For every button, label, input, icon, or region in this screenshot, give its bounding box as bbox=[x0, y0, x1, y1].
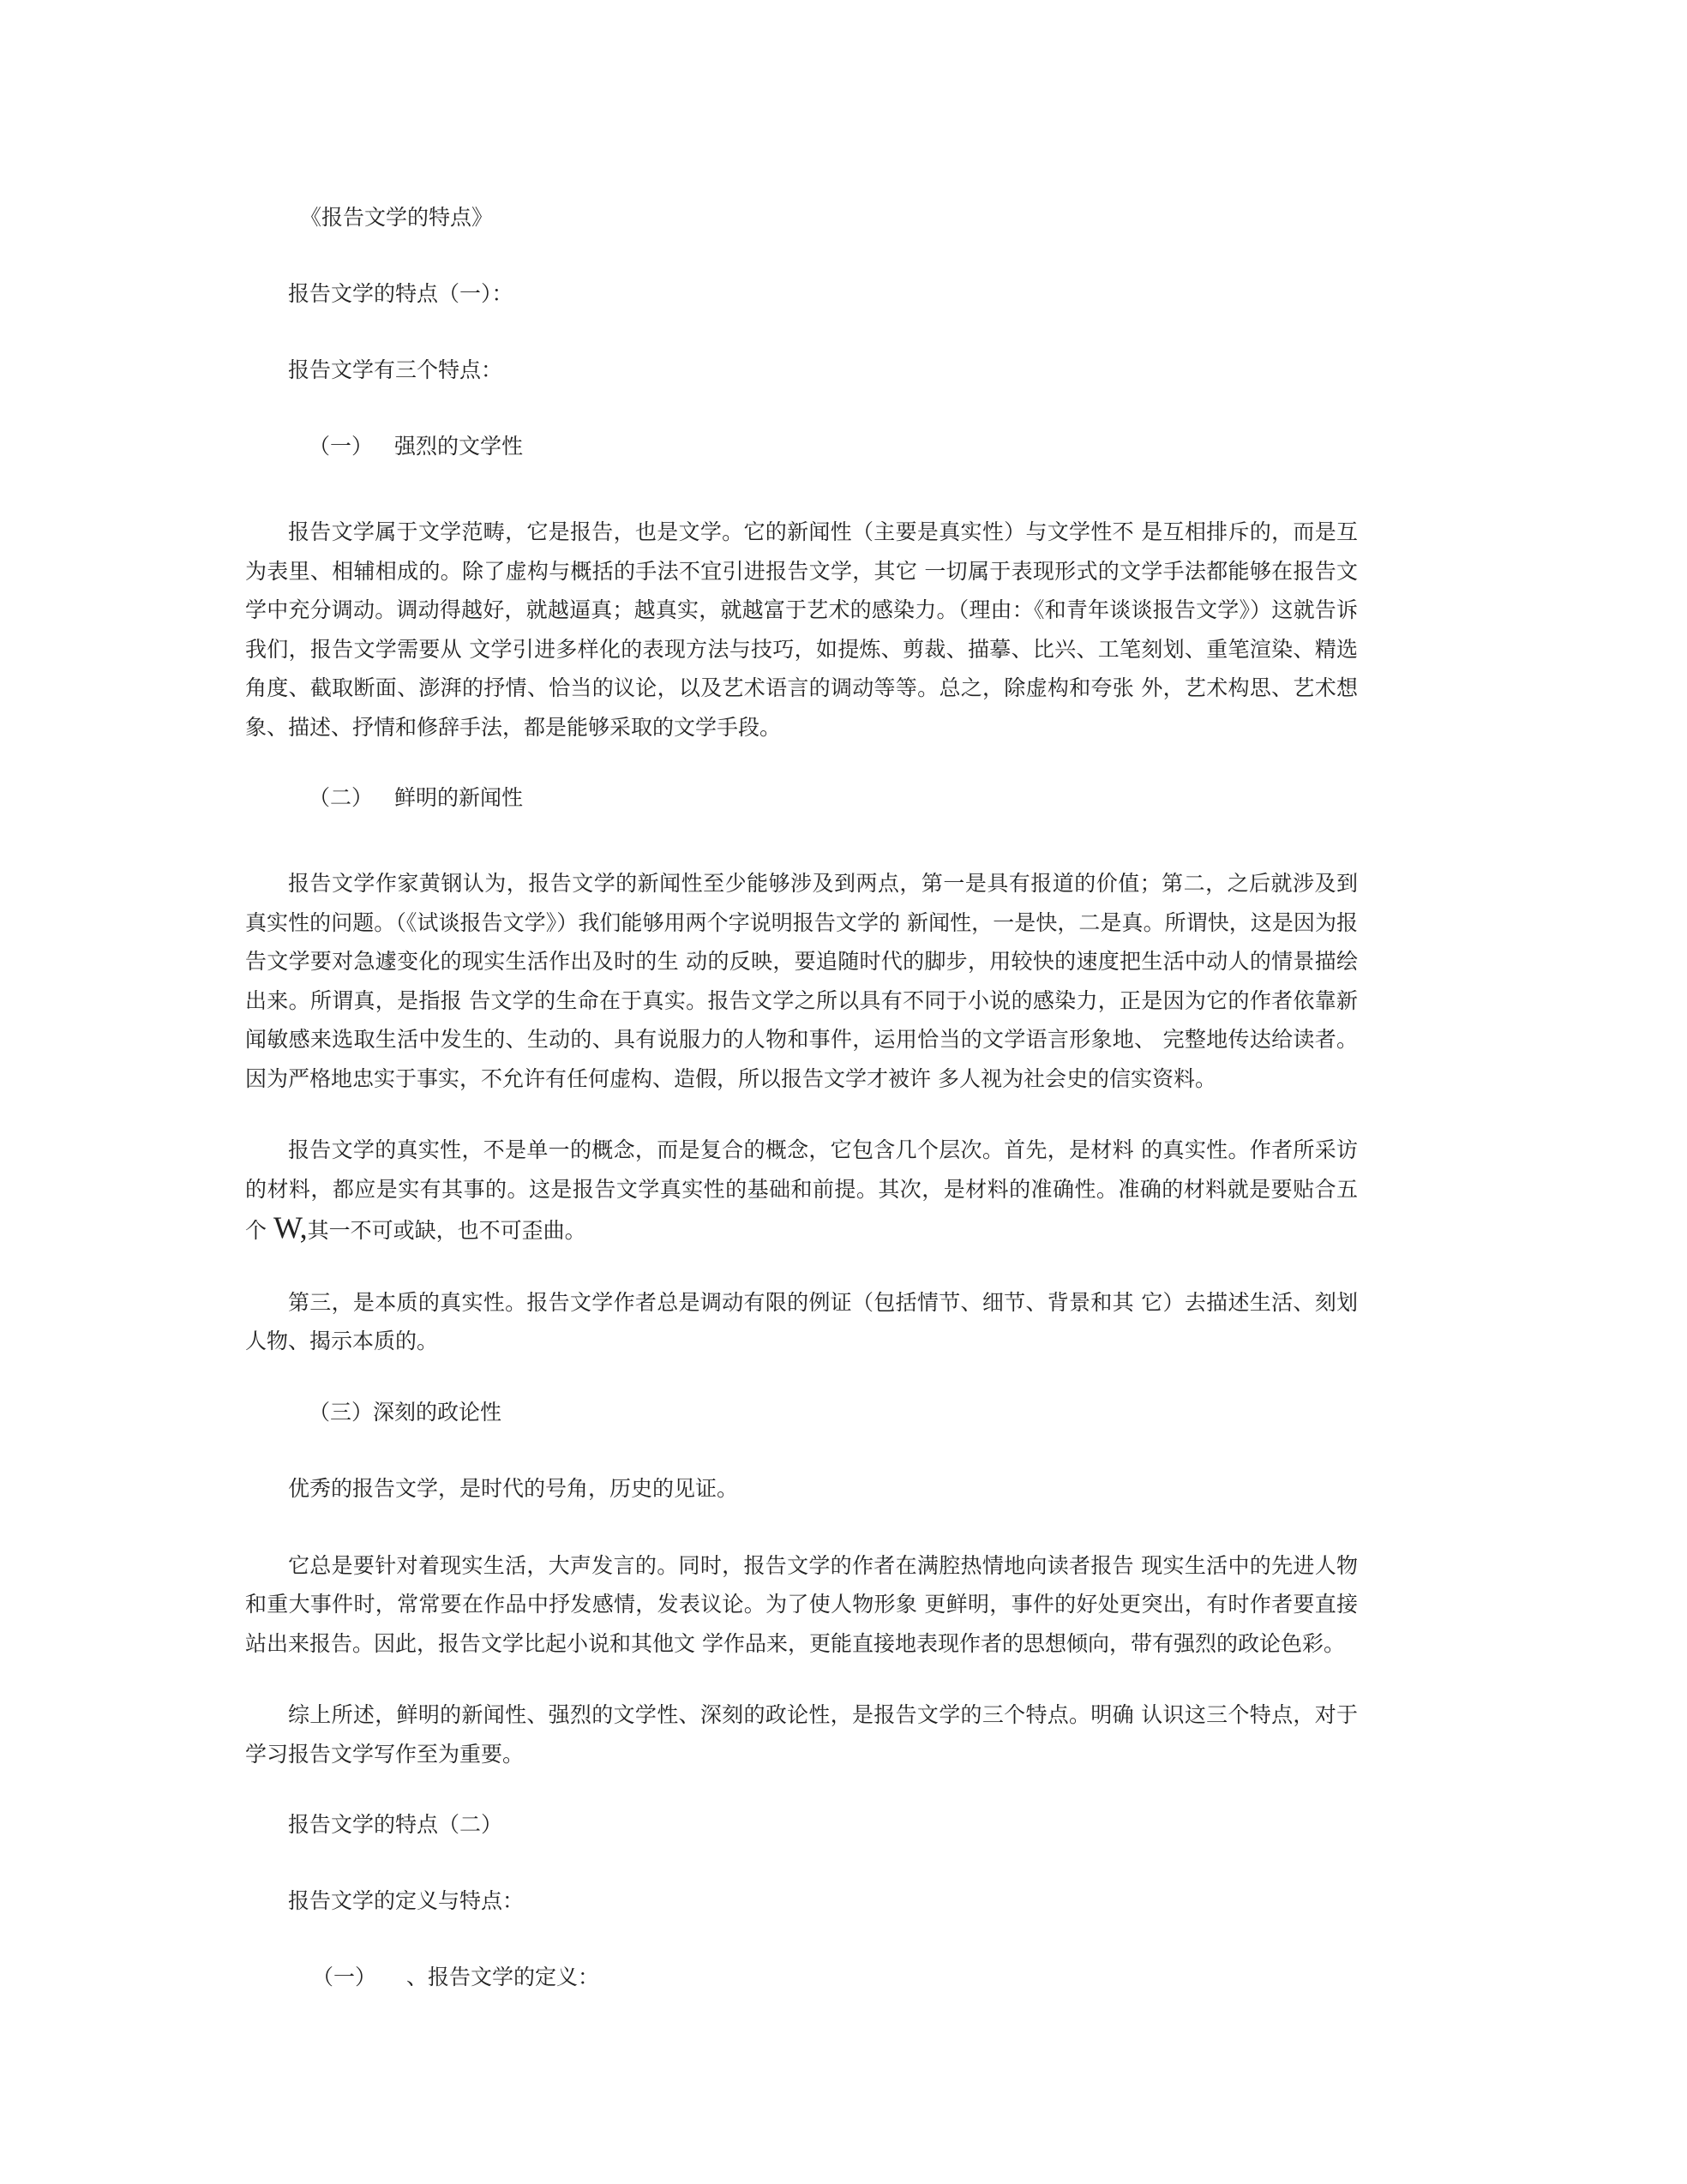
paragraph-trumpet: 优秀的报告文学，是时代的号角，历史的见证。 bbox=[288, 1475, 739, 1501]
section-title: 鲜明的新闻性 bbox=[394, 785, 524, 810]
definition-number: （一） bbox=[312, 1965, 377, 1989]
paragraph-literary: 报告文学属于文学范畴，它是报告，也是文学。它的新闻性（主要是真实性）与文学性不 是互相排斥的，而是互为表里、相辅相成的。除了虚构与概括的手法不宜引进报告文学，其它 一切属于表现形式的文学手法都能够在报告文学中充分调动。调动得越好，就越逼真；越真实，就越富于艺术的感染力。（理由：《和青年谈谈报告文学》）这就告诉我们，报告文学需要从 文学引进多样化的表现方法与技巧，如提炼、剪裁、描摹、比兴、工笔刻划、重笔渲染、精选 角度、截取断面、澎湃的抒情、恰当的议论，以及艺术语言的调动等等。总之，除虚构和夸张 外，艺术构思、艺术想象、描述、抒情和修辞手法，都是能够采取的文学手段。 bbox=[245, 519, 1358, 740]
part-two-label: 报告文学的特点（二） bbox=[288, 1812, 503, 1837]
five-w-mark: W, bbox=[273, 1210, 308, 1245]
intro-line: 报告文学有三个特点： bbox=[288, 357, 503, 382]
truth-text-b: 其一不可或缺，也不可歪曲。 bbox=[307, 1218, 586, 1243]
section-heading-political: （三）深刻的政论性 bbox=[309, 1399, 502, 1425]
truth-text-a: 报告文学的真实性，不是单一的概念，而是复合的概念，它包含几个层次。首先，是材料 的真实性。作者所采访的材料，都应是实有其事的。这是报告文学真实性的基础和前提。其次，是材料的准确性。准确的材料就是要贴合五个 bbox=[245, 1137, 1358, 1243]
document-title: 《报告文学的特点》 bbox=[300, 205, 494, 230]
paragraph-summary: 综上所述，鲜明的新闻性、强烈的文学性、深刻的政论性，是报告文学的三个特点。明确 认识这三个特点，对于学习报告文学写作至为重要。 bbox=[245, 1702, 1358, 1767]
part-one-label: 报告文学的特点（一）： bbox=[288, 281, 513, 306]
section-number: （一） bbox=[309, 434, 374, 459]
paragraph-truth bbox=[245, 1131, 1358, 1251]
definition-intro: 报告文学的定义与特点： bbox=[288, 1888, 525, 1913]
section-heading-literary bbox=[309, 428, 1402, 465]
paragraph-essence: 第三，是本质的真实性。报告文学作者总是调动有限的例证（包括情节、细节、背景和其 它）去描述生活、刻划人物、揭示本质的。 bbox=[245, 1289, 1358, 1353]
paragraph-news: 报告文学作家黄钢认为，报告文学的新闻性至少能够涉及到两点，第一是具有报道的价值；第二，之后就涉及到真实性的问题。（《试谈报告文学》）我们能够用两个字说明报告文学的 新闻性，一是快，二是真。所谓快，这是因为报告文学要对急遽变化的现实生活作出及时的生 动的反映，要追随时代的脚步，用较快的速度把生活中动人的情景描绘出来。所谓真，是指报 告文学的生命在于真实。报告文学之所以具有不同于小说的感染力，正是因为它的作者依靠新 闻敏感来选取生活中发生的、生动的、具有说服力的人物和事件，运用恰当的文学语言形象地、 完整地传达给读者。因为严格地忠实于事实，不允许有任何虚构、造假，所以报告文学才被许 多人视为社会史的信实资料。 bbox=[245, 871, 1358, 1091]
paragraph-political: 它总是要针对着现实生活，大声发言的。同时，报告文学的作者在满腔热情地向读者报告 现实生活中的先进人物和重大事件时，常常要在作品中抒发感情，发表议论。为了使人物形象 更鲜明，事件的好处更突出，有时作者要直接站出来报告。因此，报告文学比起小说和其他文 学作品来，更能直接地表现作者的思想倾向，带有强烈的政论色彩。 bbox=[245, 1552, 1358, 1656]
section-number: （二） bbox=[309, 785, 374, 810]
section-title: 强烈的文学性 bbox=[394, 434, 524, 459]
document-body bbox=[245, 199, 1402, 1996]
section-heading-news bbox=[309, 779, 1402, 817]
definition-heading bbox=[312, 1959, 1402, 1996]
definition-title: 、报告文学的定义： bbox=[406, 1965, 600, 1989]
